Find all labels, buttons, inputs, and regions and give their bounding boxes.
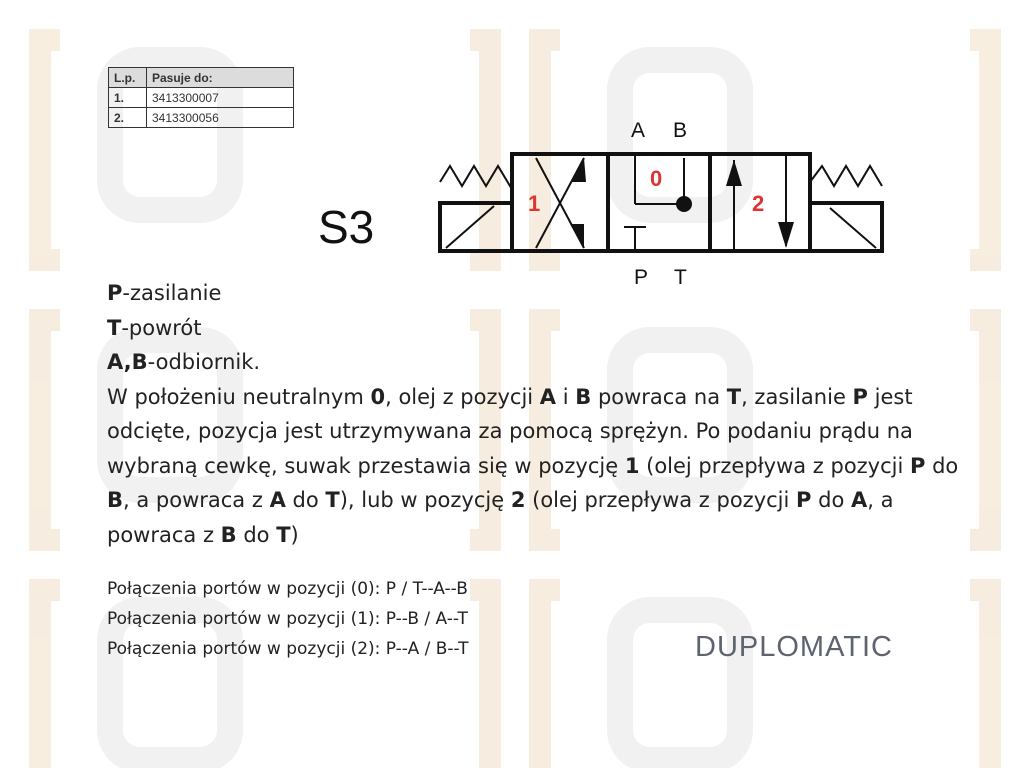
port-connections [107, 574, 468, 664]
paragraph-text: W położeniu neutralnym [107, 384, 371, 409]
bold-term: B [575, 384, 592, 409]
port-p-definition: P-zasilanie [107, 281, 222, 305]
valve-symbol [438, 152, 888, 258]
port-t-definition: T-powrót [107, 315, 202, 340]
operation-paragraph [107, 380, 987, 553]
row-number: 2. [109, 108, 147, 128]
table-row [109, 88, 294, 108]
port-t-label: T [674, 266, 687, 289]
paragraph-text: , a powraca z [107, 488, 894, 547]
paragraph-text: jest odcięte, pozycja jest utrzymywana za pomocą sprężyn. Po podaniu prądu na wybraną cewkę, suwak przestawia się w pozycję [107, 384, 913, 478]
paragraph-text: i [556, 384, 576, 409]
row-number: 1. [109, 88, 147, 108]
bold-term: 1 [624, 453, 640, 478]
part-number: 3413300007 [147, 88, 294, 108]
bold-term: A [269, 488, 286, 512]
arrow-head-icon [726, 160, 742, 186]
paragraph-text: , olej z pozycji [385, 384, 540, 409]
paragraph-text: do [285, 488, 326, 512]
paragraph-text: ), lub w pozycję [339, 488, 511, 512]
part-number: 3413300056 [147, 108, 294, 128]
bold-term: T [276, 522, 291, 547]
valve-model-label: S3 [318, 201, 375, 253]
left-spring-icon [440, 166, 512, 186]
paragraph-text: (olej przepływa z pozycji [639, 453, 911, 478]
paragraph-text: powraca na [591, 384, 727, 409]
brand-logo: DUPLOMATIC [695, 631, 893, 663]
table-header-row [109, 68, 294, 88]
paragraph-text: do [925, 453, 959, 478]
description [107, 276, 987, 552]
arrow-head-icon [572, 158, 586, 182]
bold-term: T [325, 488, 340, 512]
bold-term: P [852, 384, 868, 409]
paragraph-text: do [811, 488, 851, 512]
bold-term: B [107, 488, 124, 512]
right-spring-icon [810, 166, 882, 186]
connection-position-1: Połączenia portów w pozycji (1): P--B / A--T [107, 609, 468, 629]
bold-term: P [796, 488, 812, 512]
arrow-head-icon [778, 222, 794, 248]
position-1-label: 1 [528, 191, 541, 216]
table-row [109, 108, 294, 128]
bold-term: P [910, 453, 926, 478]
port-a-label: A [631, 119, 646, 142]
bold-term: A [539, 384, 557, 409]
column-header-fits: Pasuje do: [147, 68, 294, 88]
bold-term: T [726, 384, 742, 409]
paragraph-text: , zasilanie [741, 384, 853, 409]
port-ab-definition: A,B-odbiornik. [107, 350, 261, 374]
junction-dot-icon [676, 196, 692, 212]
port-b-label: B [673, 119, 688, 142]
paragraph-text: , a powraca z [123, 488, 270, 512]
column-header-lp: L.p. [109, 68, 147, 88]
bold-term: 0 [370, 384, 386, 409]
port-p-label: P [634, 266, 649, 289]
paragraph-text: ) [290, 522, 299, 547]
bold-term: B [220, 522, 237, 547]
position-2-label: 2 [752, 191, 765, 216]
compatibility-table [108, 67, 294, 128]
bold-term: A [850, 488, 868, 512]
bold-term: 2 [510, 488, 526, 512]
connection-position-0: Połączenia portów w pozycji (0): P / T--A--B [107, 579, 468, 599]
paragraph-text: do [236, 522, 277, 547]
paragraph-text: (olej przepływa z pozycji [525, 488, 797, 512]
position-0-label: 0 [650, 166, 663, 191]
connection-position-2: Połączenia portów w pozycji (2): P--A / B--T [107, 639, 469, 659]
